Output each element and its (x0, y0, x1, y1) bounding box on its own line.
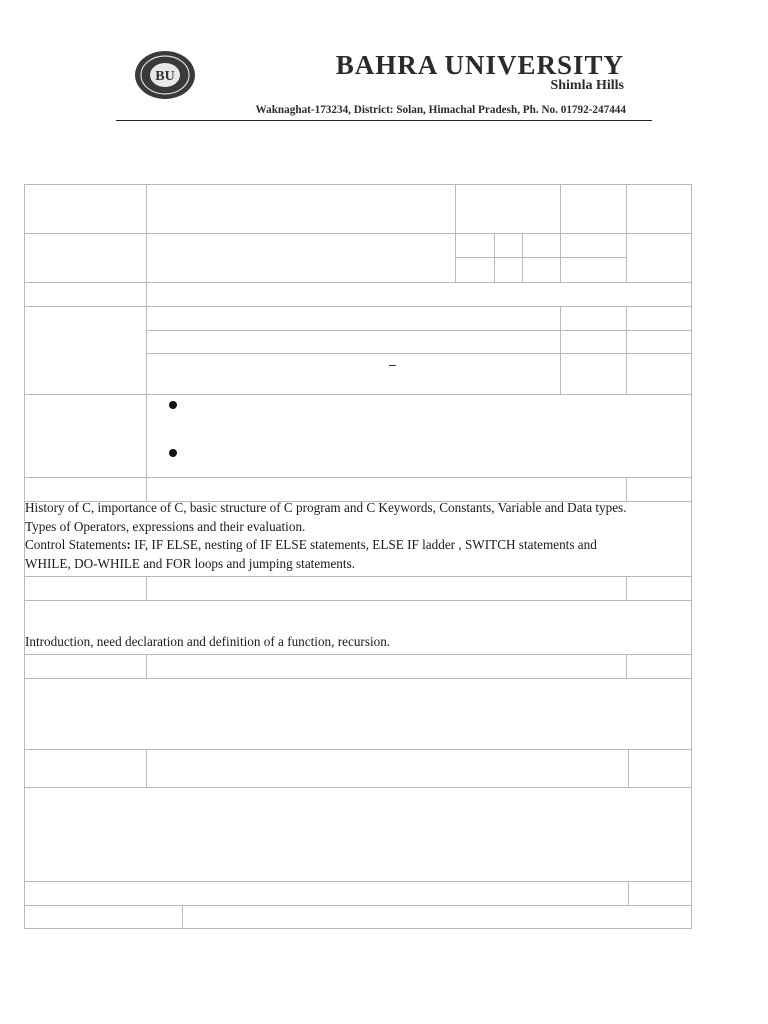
table-cell (146, 233, 456, 283)
table-cell (146, 654, 627, 679)
syllabus-line (25, 536, 691, 555)
table-cell (560, 184, 627, 234)
table-cell (560, 233, 627, 258)
table-cell (626, 654, 692, 679)
table-cell (522, 257, 561, 283)
bullet-point (169, 401, 177, 409)
table-cell (24, 654, 147, 679)
table-cell (146, 330, 561, 354)
bullet-point (169, 449, 177, 457)
table-cell (24, 576, 147, 601)
control-statements-label: Control Statements (25, 537, 127, 552)
table-cell (626, 233, 692, 283)
table-cell (522, 233, 561, 258)
table-cell (146, 184, 456, 234)
table-cell (24, 306, 147, 395)
dash-mark (389, 365, 396, 366)
table-cell (24, 233, 147, 283)
table-cell (560, 330, 627, 354)
unit2-syllabus (25, 633, 691, 652)
table-cell (560, 306, 627, 331)
table-cell (146, 353, 561, 395)
university-address: Waknaghat-173234, District: Solan, Himachal Pradesh, Ph. No. 01792-247444 (255, 104, 626, 116)
table-cell (146, 282, 692, 307)
table-cell (146, 394, 692, 478)
label-colon: : (126, 537, 131, 552)
logo-lettering: BU (155, 69, 175, 84)
table-cell (626, 306, 692, 331)
table-cell (24, 905, 183, 929)
table-cell (628, 749, 692, 788)
table-cell (146, 576, 627, 601)
table-cell (628, 881, 692, 906)
table-cell (626, 353, 692, 395)
table-cell (494, 257, 523, 283)
table-cell (455, 184, 561, 234)
table-cell (146, 749, 629, 788)
table-cell (494, 233, 523, 258)
table-cell (455, 257, 495, 283)
control-statements-text: IF, IF ELSE, nesting of IF ELSE statements, ELSE IF ladder , SWITCH statements and (130, 537, 597, 552)
table-cell (24, 282, 147, 307)
table-cell (626, 330, 692, 354)
unit1-syllabus (25, 499, 691, 573)
syllabus-line: Introduction, need declaration and definition of a function, recursion. (25, 634, 391, 649)
syllabus-line: WHILE, DO-WHILE and FOR loops and jumping statements. (25, 555, 355, 571)
table-cell (146, 306, 561, 331)
table-cell (24, 394, 147, 478)
table-cell (626, 576, 692, 601)
table-cell (455, 233, 495, 258)
table-cell (24, 749, 147, 788)
table-cell (24, 787, 692, 882)
campus-name: Shimla Hills (550, 78, 624, 93)
table-cell (626, 184, 692, 234)
university-name: BAHRA UNIVERSITY (335, 50, 624, 80)
syllabus-line: Types of Operators, expressions and their evaluation. (25, 518, 306, 534)
table-cell (24, 678, 692, 750)
table-cell (24, 881, 629, 906)
syllabus-line: History of C, importance of C, basic structure of C program and C Keywords, Constants, Variable and Data types. (25, 500, 627, 515)
table-cell (560, 257, 627, 283)
table-cell (182, 905, 692, 929)
table-cell (24, 184, 147, 234)
table-cell (560, 353, 627, 395)
